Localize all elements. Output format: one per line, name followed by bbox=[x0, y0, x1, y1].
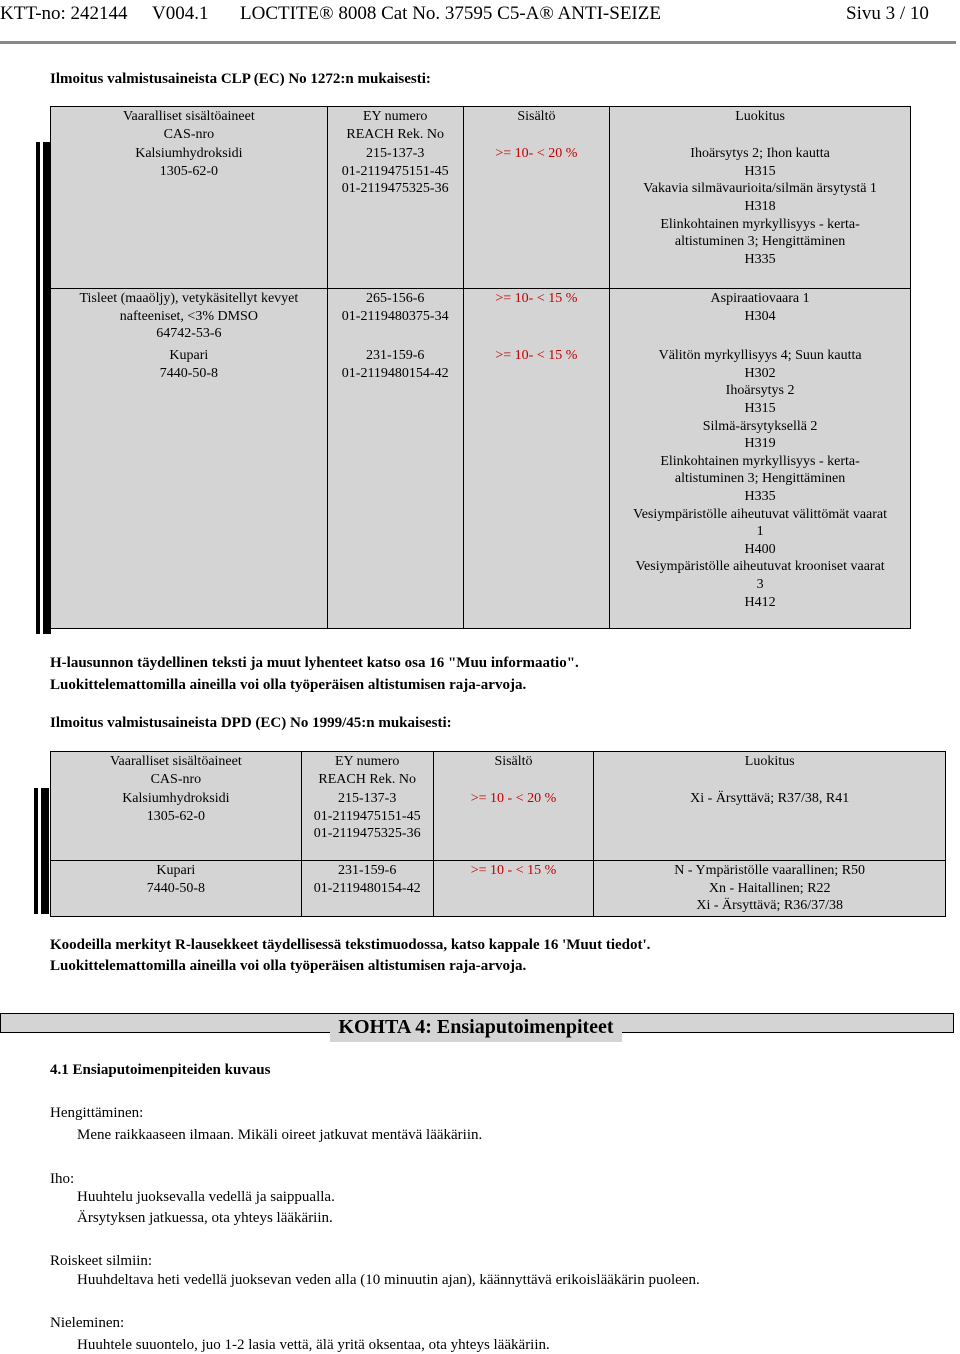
cell-line: H335 bbox=[744, 251, 776, 267]
substance-cell bbox=[51, 789, 302, 861]
col-header-content bbox=[433, 752, 594, 790]
cell-line: 7440-50-8 bbox=[159, 365, 219, 381]
content-cell: >= 10 - < 15 % bbox=[433, 861, 594, 917]
table-row bbox=[51, 346, 911, 629]
cell-line: H304 bbox=[744, 308, 776, 324]
content-cell: >= 10- < 15 % bbox=[463, 289, 610, 347]
cell-line: Elinkohtainen myrkyllisyys - kerta- bbox=[660, 453, 860, 469]
clp-note-exposure-limits: Luokittelemattomilla aineilla voi olla työperäisen altistumisen raja-arvoja. bbox=[50, 677, 527, 693]
cell-line: altistuminen 3; Hengittäminen bbox=[674, 234, 846, 250]
cell-line: Elinkohtainen myrkyllisyys - kerta- bbox=[660, 216, 860, 232]
cell-line: CAS-nro bbox=[150, 771, 202, 787]
cell-line: Luokitus bbox=[735, 109, 785, 124]
cell-line: H318 bbox=[744, 198, 776, 214]
first-aid-label-ingestion: Nieleminen: bbox=[50, 1315, 125, 1331]
cell-line: 231-159-6 bbox=[366, 348, 425, 364]
table-row bbox=[51, 144, 911, 289]
cell-line: REACH Rek. No bbox=[318, 771, 416, 787]
header-rule bbox=[0, 41, 956, 44]
clp-table bbox=[50, 106, 911, 629]
ec-cell bbox=[327, 346, 463, 629]
page-number: Sivu 3 / 10 bbox=[846, 3, 929, 24]
first-aid-text-eyes: Huuhdeltava heti vedellä juoksevan veden alla (10 minuutin ajan), käännyttävä erikoislääkärin puoleen. bbox=[77, 1272, 700, 1288]
cell-line: Kupari bbox=[169, 348, 209, 364]
ktt-number: KTT-no: 242144 bbox=[0, 3, 128, 24]
cell-line: 01-2119475325-36 bbox=[313, 826, 421, 842]
col-header-ec bbox=[301, 752, 433, 790]
dpd-heading: Ilmoitus valmistusaineista DPD (EC) No 1999/45:n mukaisesti: bbox=[50, 715, 452, 731]
cell-line: Sisältö bbox=[494, 754, 533, 769]
dpd-table bbox=[50, 751, 946, 917]
first-aid-label-inhalation: Hengittäminen: bbox=[50, 1105, 144, 1121]
dpd-note-exposure-limits: Luokittelemattomilla aineilla voi olla työperäisen altistumisen raja-arvoja. bbox=[50, 958, 527, 974]
cell-line: Tisleet (maaöljy), vetykäsitellyt kevyet bbox=[79, 291, 299, 307]
cell-line: Ihoärsytys 2; Ihon kautta bbox=[690, 146, 830, 162]
ec-cell bbox=[327, 144, 463, 289]
table-row bbox=[51, 289, 911, 347]
dpd-note-r-phrases: Koodeilla merkityt R-lausekkeet täydellisessä tekstimuodossa, katso kappale 16 'Muut tiedot'. bbox=[50, 937, 651, 953]
table-header-row bbox=[51, 752, 946, 790]
cell-line: Ihoärsytys 2 bbox=[725, 383, 795, 399]
cell-line: Vakavia silmävaurioita/silmän ärsytystä 1 bbox=[643, 181, 877, 197]
content-cell: >= 10 - < 20 % bbox=[433, 789, 594, 861]
cell-line: 64742-53-6 bbox=[156, 326, 222, 342]
classification-cell bbox=[610, 346, 911, 629]
table-row bbox=[51, 789, 946, 861]
ec-cell bbox=[327, 289, 463, 347]
classification-cell bbox=[594, 789, 946, 861]
clp-note-h-statements: H-lausunnon täydellinen teksti ja muut lyhenteet katso osa 16 "Muu informaatio". bbox=[50, 655, 579, 671]
cell-line: Vaaralliset sisältöaineet bbox=[122, 109, 255, 124]
first-aid-text-skin: Huuhtelu juoksevalla vedellä ja saippualla. bbox=[77, 1189, 335, 1205]
version: V004.1 bbox=[152, 3, 209, 24]
subsection-title: 4.1 Ensiaputoimenpiteiden kuvaus bbox=[50, 1062, 271, 1078]
cell-line: Vesiympäristölle aiheutuvat välittömät vaarat bbox=[633, 506, 888, 522]
change-bar bbox=[34, 788, 38, 914]
substance-cell bbox=[51, 144, 328, 289]
substance-cell bbox=[51, 346, 328, 629]
col-header-ec bbox=[327, 107, 463, 145]
first-aid-label-eyes: Roiskeet silmiin: bbox=[50, 1253, 153, 1269]
section-title: KOHTA 4: Ensiaputoimenpiteet bbox=[330, 1014, 622, 1042]
cell-line: H400 bbox=[744, 541, 776, 557]
cell-line: Kalsiumhydroksidi bbox=[135, 146, 243, 162]
cell-line: Xn - Haitallinen; R22 bbox=[708, 880, 831, 896]
cell-line: N - Ympäristölle vaarallinen; R50 bbox=[674, 863, 866, 879]
first-aid-text-ingestion: Huuhtele suuontelo, juo 1-2 lasia vettä, älä yritä oksentaa, ota yhteys lääkäriin. bbox=[77, 1337, 550, 1353]
classification-cell bbox=[610, 144, 911, 289]
classification-cell bbox=[610, 289, 911, 347]
cell-line: 7440-50-8 bbox=[146, 880, 206, 896]
content-cell: >= 10- < 15 % bbox=[463, 346, 610, 629]
col-header-classification bbox=[594, 752, 946, 790]
cell-line: nafteeniset, <3% DMSO bbox=[119, 308, 258, 324]
content-cell: >= 10- < 20 % bbox=[463, 144, 610, 289]
cell-line: EY numero bbox=[362, 109, 428, 124]
cell-line: 01-2119475151-45 bbox=[313, 808, 421, 824]
col-header-classification bbox=[610, 107, 911, 145]
classification-cell bbox=[594, 861, 946, 917]
cell-line: 231-159-6 bbox=[338, 863, 397, 879]
cell-line: 215-137-3 bbox=[366, 146, 425, 162]
substance-cell bbox=[51, 289, 328, 347]
cell-line: EY numero bbox=[334, 754, 400, 769]
cell-line: Luokitus bbox=[744, 754, 795, 769]
cell-line: 01-2119475325-36 bbox=[341, 181, 449, 197]
first-aid-label-skin: Iho: bbox=[50, 1171, 75, 1187]
cell-line: REACH Rek. No bbox=[346, 126, 444, 142]
cell-line: H302 bbox=[744, 365, 776, 381]
table-header-row bbox=[51, 107, 911, 145]
cell-line: 1 bbox=[756, 524, 764, 540]
cell-line: H315 bbox=[744, 400, 776, 416]
cell-line: 215-137-3 bbox=[338, 791, 397, 807]
cell-line: Xi - Ärsyttävä; R37/38, R41 bbox=[690, 791, 850, 807]
clp-heading: Ilmoitus valmistusaineista CLP (EC) No 1272:n mukaisesti: bbox=[50, 71, 431, 87]
cell-line: Aspiraatiovaara 1 bbox=[710, 291, 810, 307]
cell-line: H412 bbox=[744, 594, 776, 610]
col-header-substance bbox=[51, 107, 328, 145]
cell-line: 01-2119475151-45 bbox=[341, 163, 449, 179]
cell-line: 01-2119480375-34 bbox=[341, 308, 449, 324]
cell-line: Kalsiumhydroksidi bbox=[122, 791, 230, 807]
cell-line: CAS-nro bbox=[163, 126, 215, 142]
ec-cell bbox=[301, 861, 433, 917]
ec-cell bbox=[301, 789, 433, 861]
cell-line: 01-2119480154-42 bbox=[313, 880, 421, 896]
cell-line: Kupari bbox=[156, 863, 196, 879]
cell-line: altistuminen 3; Hengittäminen bbox=[674, 471, 846, 487]
col-header-substance bbox=[51, 752, 302, 790]
cell-line: 3 bbox=[756, 576, 764, 592]
cell-line: 01-2119480154-42 bbox=[341, 365, 449, 381]
cell-line: Xi - Ärsyttävä; R36/37/38 bbox=[696, 898, 843, 914]
cell-line: Silmä-ärsytyksellä 2 bbox=[702, 418, 818, 434]
change-bar bbox=[36, 142, 40, 634]
change-bar bbox=[41, 788, 49, 914]
first-aid-text-skin: Ärsytyksen jatkuessa, ota yhteys lääkäriin. bbox=[77, 1210, 333, 1226]
cell-line: 1305-62-0 bbox=[159, 163, 219, 179]
cell-line: Vaaralliset sisältöaineet bbox=[109, 754, 242, 769]
cell-line: H319 bbox=[744, 436, 776, 452]
col-header-content bbox=[463, 107, 610, 145]
cell-line: 265-156-6 bbox=[366, 291, 425, 307]
cell-line: H335 bbox=[744, 488, 776, 504]
page-header bbox=[0, 0, 960, 28]
cell-line: Vesiympäristölle aiheutuvat krooniset vaarat bbox=[635, 559, 885, 575]
product-name: LOCTITE® 8008 Cat No. 37595 C5-A® ANTI-SEIZE bbox=[240, 3, 661, 24]
substance-cell bbox=[51, 861, 302, 917]
first-aid-text-inhalation: Mene raikkaaseen ilmaan. Mikäli oireet jatkuvat mentävä lääkäriin. bbox=[77, 1127, 483, 1143]
cell-line: Sisältö bbox=[517, 109, 556, 124]
cell-line: H315 bbox=[744, 163, 776, 179]
cell-line: Välitön myrkyllisyys 4; Suun kautta bbox=[658, 348, 862, 364]
table-row bbox=[51, 861, 946, 917]
cell-line: 1305-62-0 bbox=[146, 808, 206, 824]
